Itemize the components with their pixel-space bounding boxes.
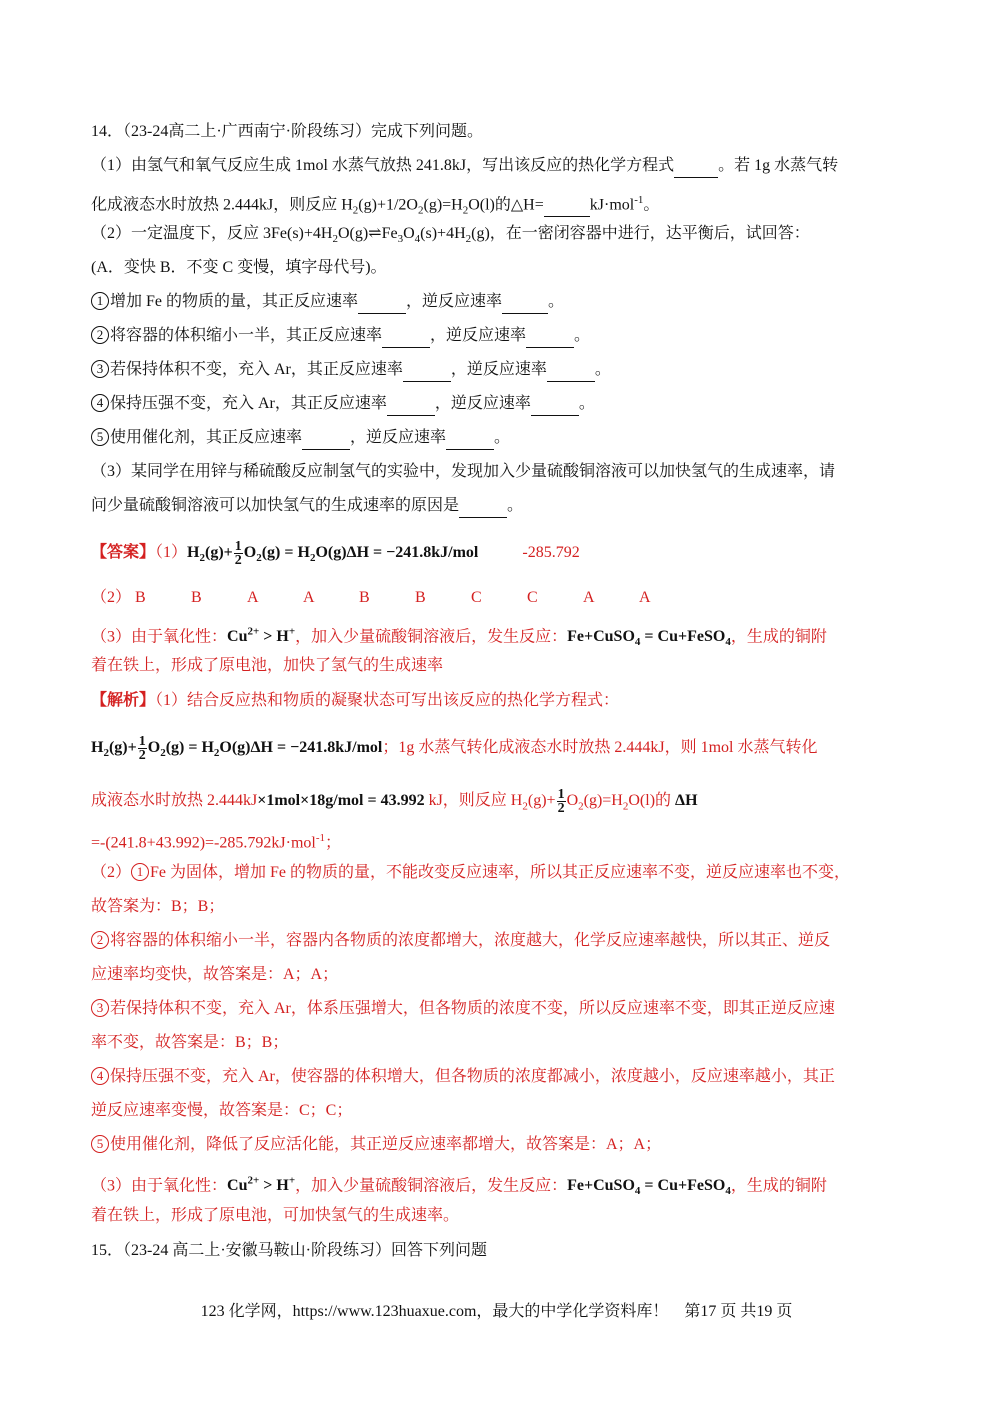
reaction-equation: Fe+CuSO$_4$ = Cu+FeSO$_4$ bbox=[567, 1177, 731, 1198]
analysis-line5: （2） 1 Fe 为固体，增加 Fe 的物质的量，不能改变反应速率，所以其正反应速率不变，逆反应速率也不变， bbox=[91, 864, 851, 881]
answer-choice: B bbox=[415, 589, 426, 606]
answer-blank bbox=[531, 393, 579, 416]
reaction-equation: Fe+CuSO$_4$ = Cu+FeSO$_4$ bbox=[567, 628, 731, 649]
answer-blank bbox=[446, 427, 494, 450]
analysis-line7: 2 将容器的体积缩小一半，容器内各物质的浓度都增大，浓度越大，化学反应速率越快，所以其正、逆反 bbox=[91, 930, 830, 952]
q14-item-5: 5 使用催化剂，其正反应速率 ，逆反应速率 。 bbox=[91, 427, 510, 450]
analysis-line10: 率不变，故答案是：B；B； bbox=[91, 1034, 289, 1051]
question-14-header: 14．（23-24高二上·广西南宁·阶段练习）完成下列问题。 bbox=[91, 123, 483, 140]
answer-blank bbox=[544, 194, 590, 217]
thermo-equation: $H_2(g)+$ $\frac{1}{2}$ $O_2(g) = H_2O(g)\Delta H = -241.8kJ/mol$ bbox=[91, 734, 383, 763]
q14-part1-line2: 化成液态水时放热 2.444kJ，则反应 $H_2(g)+1/2O_2(g)=H_2O(l)$的△H= kJ·mol$^{-1}$。 bbox=[91, 194, 660, 217]
analysis-line11: 4 保持压强不变，充入 Ar，使容器的体积增大，但各物质的浓度都减小，浓度越小，反应速率越小，其正 bbox=[91, 1066, 835, 1088]
thermo-equation: $H_2(g)+$ $\frac{1}{2}$ $O_2(g) = H_2O(g)\Delta H = -241.8kJ/mol$ bbox=[187, 539, 479, 568]
answer-blank bbox=[526, 325, 574, 348]
analysis-line3: 成液态水时放热 2.444kJ×1mol×18g/mol = 43.992 kJ，则反应 $H_2(g)+$ $\frac{1}{2}$ $O_2(g)=H_2O(l)$的 ΔH bbox=[91, 787, 698, 816]
q14-part2-options: (A．变快 B．不变 C 变慢，填字母代号)。 bbox=[91, 259, 387, 276]
analysis-line8: 应速率均变快，故答案是：A；A； bbox=[91, 966, 339, 983]
q14-part1-line1: （1）由氢气和氧气反应生成 1mol 水蒸气放热 241.8kJ，写出该反应的热化学方程式 。若 1g 水蒸气转 bbox=[91, 155, 838, 178]
analysis-line12: 逆反应速率变慢，故答案是：C；C； bbox=[91, 1102, 353, 1119]
answer-choice: A bbox=[303, 589, 315, 606]
answer-part3-line2: 着在铁上，形成了原电池，加快了氢气的生成速率 bbox=[91, 657, 444, 674]
answer-part1: 【答案】$(1)H_2(g)+$ $\frac{1}{2}$ $O_2(g) = H_2O(g)\Delta H = -241.8kJ/mol$ -285.792 bbox=[91, 539, 580, 568]
answer-blank bbox=[302, 427, 350, 450]
answer-blank bbox=[459, 495, 507, 518]
answer-choice: C bbox=[527, 589, 538, 606]
q14-item-4: 4 保持压强不变，充入 Ar，其正反应速率 ，逆反应速率 。 bbox=[91, 393, 595, 416]
circled-number: 1 bbox=[131, 863, 149, 881]
page-footer: 123 化学网，https://www.123huaxue.com，最大的中学化学资料库！ 第17 页 共19 页 bbox=[200, 1303, 793, 1320]
answer-blank bbox=[547, 359, 595, 382]
answer-blank bbox=[502, 291, 548, 314]
q14-item-1: 1 增加 Fe 的物质的量，其正反应速率 ，逆反应速率 。 bbox=[91, 291, 564, 314]
circled-number: 2 bbox=[91, 931, 109, 949]
q14-part3-line2: 问少量硫酸铜溶液可以加快氢气的生成速率的原因是 。 bbox=[91, 495, 523, 518]
analysis-intro: 【解析】（1）结合反应热和物质的凝聚状态可写出该反应的热化学方程式： bbox=[91, 692, 620, 709]
analysis-line4: =-(241.8+43.992)=-285.792kJ·mol$^{-1}$； bbox=[91, 832, 342, 852]
calculation: ×1mol×18g/mol = 43.992 bbox=[257, 792, 425, 810]
answer-blank bbox=[387, 393, 435, 416]
q14-item-2: 2 将容器的体积缩小一半，其正反应速率 ，逆反应速率 。 bbox=[91, 325, 590, 348]
answer-choice: B bbox=[135, 589, 146, 606]
answer-label: 【答案】 bbox=[91, 544, 156, 562]
answer-choice: B bbox=[191, 589, 202, 606]
q14-part3-line1: （3）某同学在用锌与稀硫酸反应制氢气的实验中，发现加入少量硫酸铜溶液可以加快氢气的生成速率，请 bbox=[91, 463, 836, 480]
oxidizing-comparison: $Cu^{2+} > H^+$ bbox=[227, 626, 296, 646]
delta-h-answer: -285.792 bbox=[522, 544, 580, 562]
oxidizing-comparison: $Cu^{2+} > H^+$ bbox=[227, 1175, 296, 1195]
answer-blank bbox=[382, 325, 430, 348]
circled-number: 2 bbox=[91, 326, 109, 344]
analysis-line13: 5 使用催化剂，降低了反应活化能，其正逆反应速率都增大，故答案是：A；A； bbox=[91, 1134, 661, 1156]
answer-blank bbox=[403, 359, 451, 382]
answer-choice: A bbox=[247, 589, 259, 606]
answer-choices bbox=[135, 589, 655, 606]
analysis-line15: 着在铁上，形成了原电池，可加快氢气的生成速率。 bbox=[91, 1207, 460, 1224]
analysis-line14: （3）由于氧化性：$Cu^{2+} > H^+$，加入少量硫酸铜溶液后，发生反应：Fe+CuSO$_4$ = Cu+FeSO$_4$，生成的铜附 bbox=[91, 1175, 827, 1198]
circled-number: 4 bbox=[91, 394, 109, 412]
circled-number: 5 bbox=[91, 428, 109, 446]
q14-part2-line1: （2）一定温度下，反应 $3Fe(s)+4H_2O(g)\rightleftharpoons Fe_3O_4(s)+4H_2(g)$，在一密闭容器中进行，达平衡后，试回答： bbox=[91, 225, 810, 246]
circled-number: 3 bbox=[91, 360, 109, 378]
analysis-line9: 3 若保持体积不变，充入 Ar，体系压强增大，但各物质的浓度不变，所以反应速率不变，即其正逆反应速 bbox=[91, 998, 835, 1020]
q14-item-3: 3 若保持体积不变，充入 Ar，其正反应速率 ，逆反应速率 。 bbox=[91, 359, 611, 382]
answer-choice: C bbox=[471, 589, 482, 606]
analysis-line6: 故答案为：B；B； bbox=[91, 898, 225, 915]
answer-choice: A bbox=[639, 589, 651, 606]
answer-choice: A bbox=[583, 589, 595, 606]
question-15-header: 15．（23-24 高二上·安徽马鞍山·阶段练习）回答下列问题 bbox=[91, 1242, 487, 1259]
answer-blank bbox=[358, 291, 406, 314]
answer-part2: （2） B B A A B B C C A A bbox=[91, 587, 691, 609]
answer-blank bbox=[674, 155, 718, 178]
answer-part3-line1: （3）由于氧化性：$Cu^{2+} > H^+$，加入少量硫酸铜溶液后，发生反应：Fe+CuSO$_4$ = Cu+FeSO$_4$，生成的铜附 bbox=[91, 626, 827, 649]
answer-choice: B bbox=[359, 589, 370, 606]
circled-number: 4 bbox=[91, 1067, 109, 1085]
circled-number: 5 bbox=[91, 1135, 109, 1153]
circled-number: 3 bbox=[91, 999, 109, 1017]
analysis-label: 【解析】 bbox=[91, 692, 156, 709]
analysis-line2: $H_2(g)+$ $\frac{1}{2}$ $O_2(g) = H_2O(g)\Delta H = -241.8kJ/mol$；1g 水蒸气转化成液态水时放热 2.444kJ，则 1mol 水蒸气转化 bbox=[91, 734, 818, 763]
circled-number: 1 bbox=[91, 292, 109, 310]
